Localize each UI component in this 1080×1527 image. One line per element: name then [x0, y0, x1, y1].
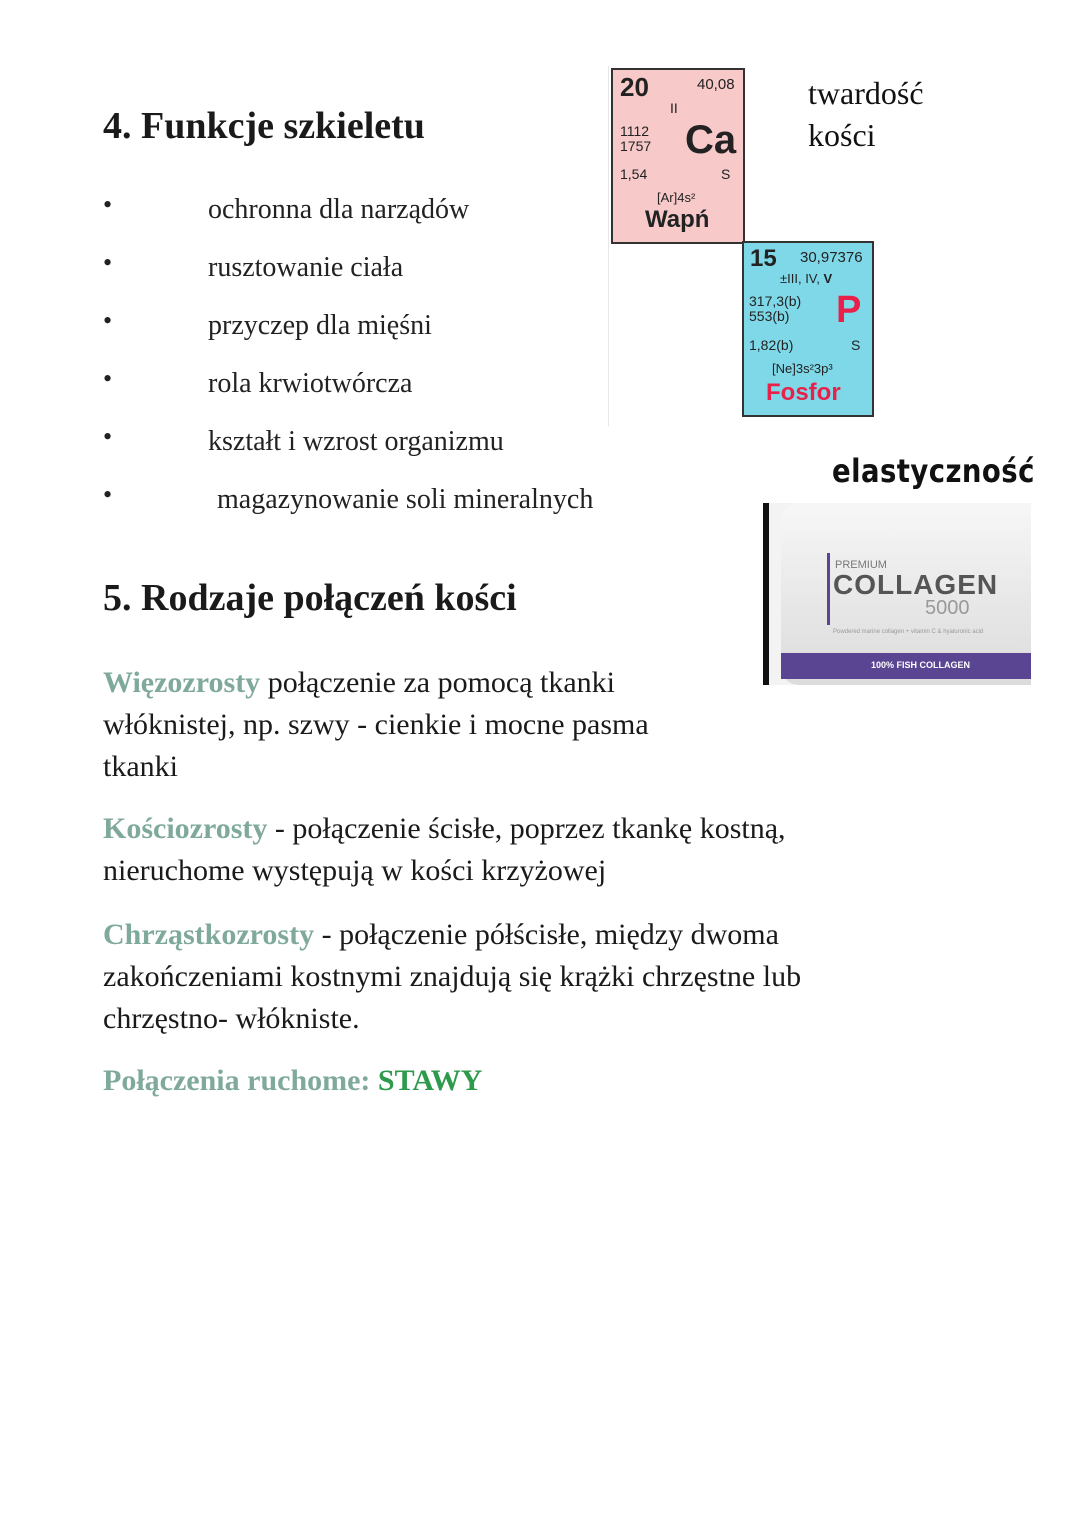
hardness-note: twardość kości [808, 75, 924, 153]
oxidation-state: II [670, 100, 678, 116]
brand-label: COLLAGEN [833, 569, 999, 600]
electronegativity: 1,82(b) [749, 337, 794, 353]
label-accent-line [827, 553, 830, 625]
bullet: • [103, 306, 113, 335]
dose-label: 5000 [925, 597, 970, 619]
image-edge [608, 66, 609, 426]
calcium-tile [611, 68, 745, 244]
paragraph-kosciozrosty: Kościozrosty - połączenie ścisłe, poprzez tkankę kostną, nieruchome występują w kości krzyżowej [103, 812, 786, 887]
boiling-point: 553(b) [749, 308, 790, 324]
paragraph-wiezozrosty: Więzozrosty połączenie za pomocą tkanki włóknistej, np. szwy - cienkie i mocne pasma tkanki [103, 666, 649, 783]
label-band: 100% FISH COLLAGEN [781, 653, 1031, 679]
electron-config: [Ar]4s² [657, 190, 696, 205]
premium-label: PREMIUM [835, 559, 887, 571]
term: Kościozrosty [103, 812, 268, 845]
element-name: Wapń [645, 206, 710, 233]
stawy-label: STAWY [377, 1064, 483, 1097]
term: Więzozrosty [103, 666, 261, 699]
element-symbol: P [836, 289, 862, 331]
atomic-number: 20 [620, 72, 649, 102]
element-name: Fosfor [766, 379, 841, 406]
bullet: • [103, 190, 113, 219]
element-symbol: Ca [685, 118, 737, 162]
oxidation-states: ±III, IV, V [780, 271, 833, 286]
bullet: • [103, 364, 113, 393]
melting-point: 317,3(b) [749, 293, 802, 309]
term: Chrząstkozrosty [103, 918, 315, 951]
melting-point: 1112 [620, 123, 650, 139]
electronegativity: 1,54 [620, 166, 648, 182]
term: Połączenia ruchome: [103, 1064, 371, 1097]
electron-config: [Ne]3s²3p³ [772, 361, 833, 376]
bullet: • [103, 248, 113, 277]
boiling-point: 1757 [620, 138, 652, 154]
atomic-mass: 40,08 [697, 76, 735, 93]
paragraph-chrzastkozrosty: Chrząstkozrosty - połączenie półścisłe, między dwoma zakończeniami kostnymi znajdują się krążki chrzęstne lub chrzęstno- włókniste. [103, 918, 802, 1035]
atomic-number: 15 [750, 245, 777, 272]
bullet: • [103, 422, 113, 451]
bullet: • [103, 480, 113, 509]
paragraph-polaczenia-ruchome [103, 1060, 482, 1102]
section-5-title: 5. Rodzaje połączeń kości [103, 577, 517, 619]
phosphorus-tile [742, 241, 874, 417]
fine-print: Powdered marine collagen + vitamin C & hyaluronic acid [833, 629, 984, 635]
section-4-title: 4. Funkcje szkieletu [103, 105, 425, 147]
image-border [763, 503, 769, 685]
state: S [851, 337, 861, 353]
atomic-mass: 30,97376 [800, 249, 863, 266]
collagen-product-image [763, 503, 1031, 685]
elasticity-note: elastyczność [832, 452, 1035, 490]
state: S [721, 166, 731, 182]
